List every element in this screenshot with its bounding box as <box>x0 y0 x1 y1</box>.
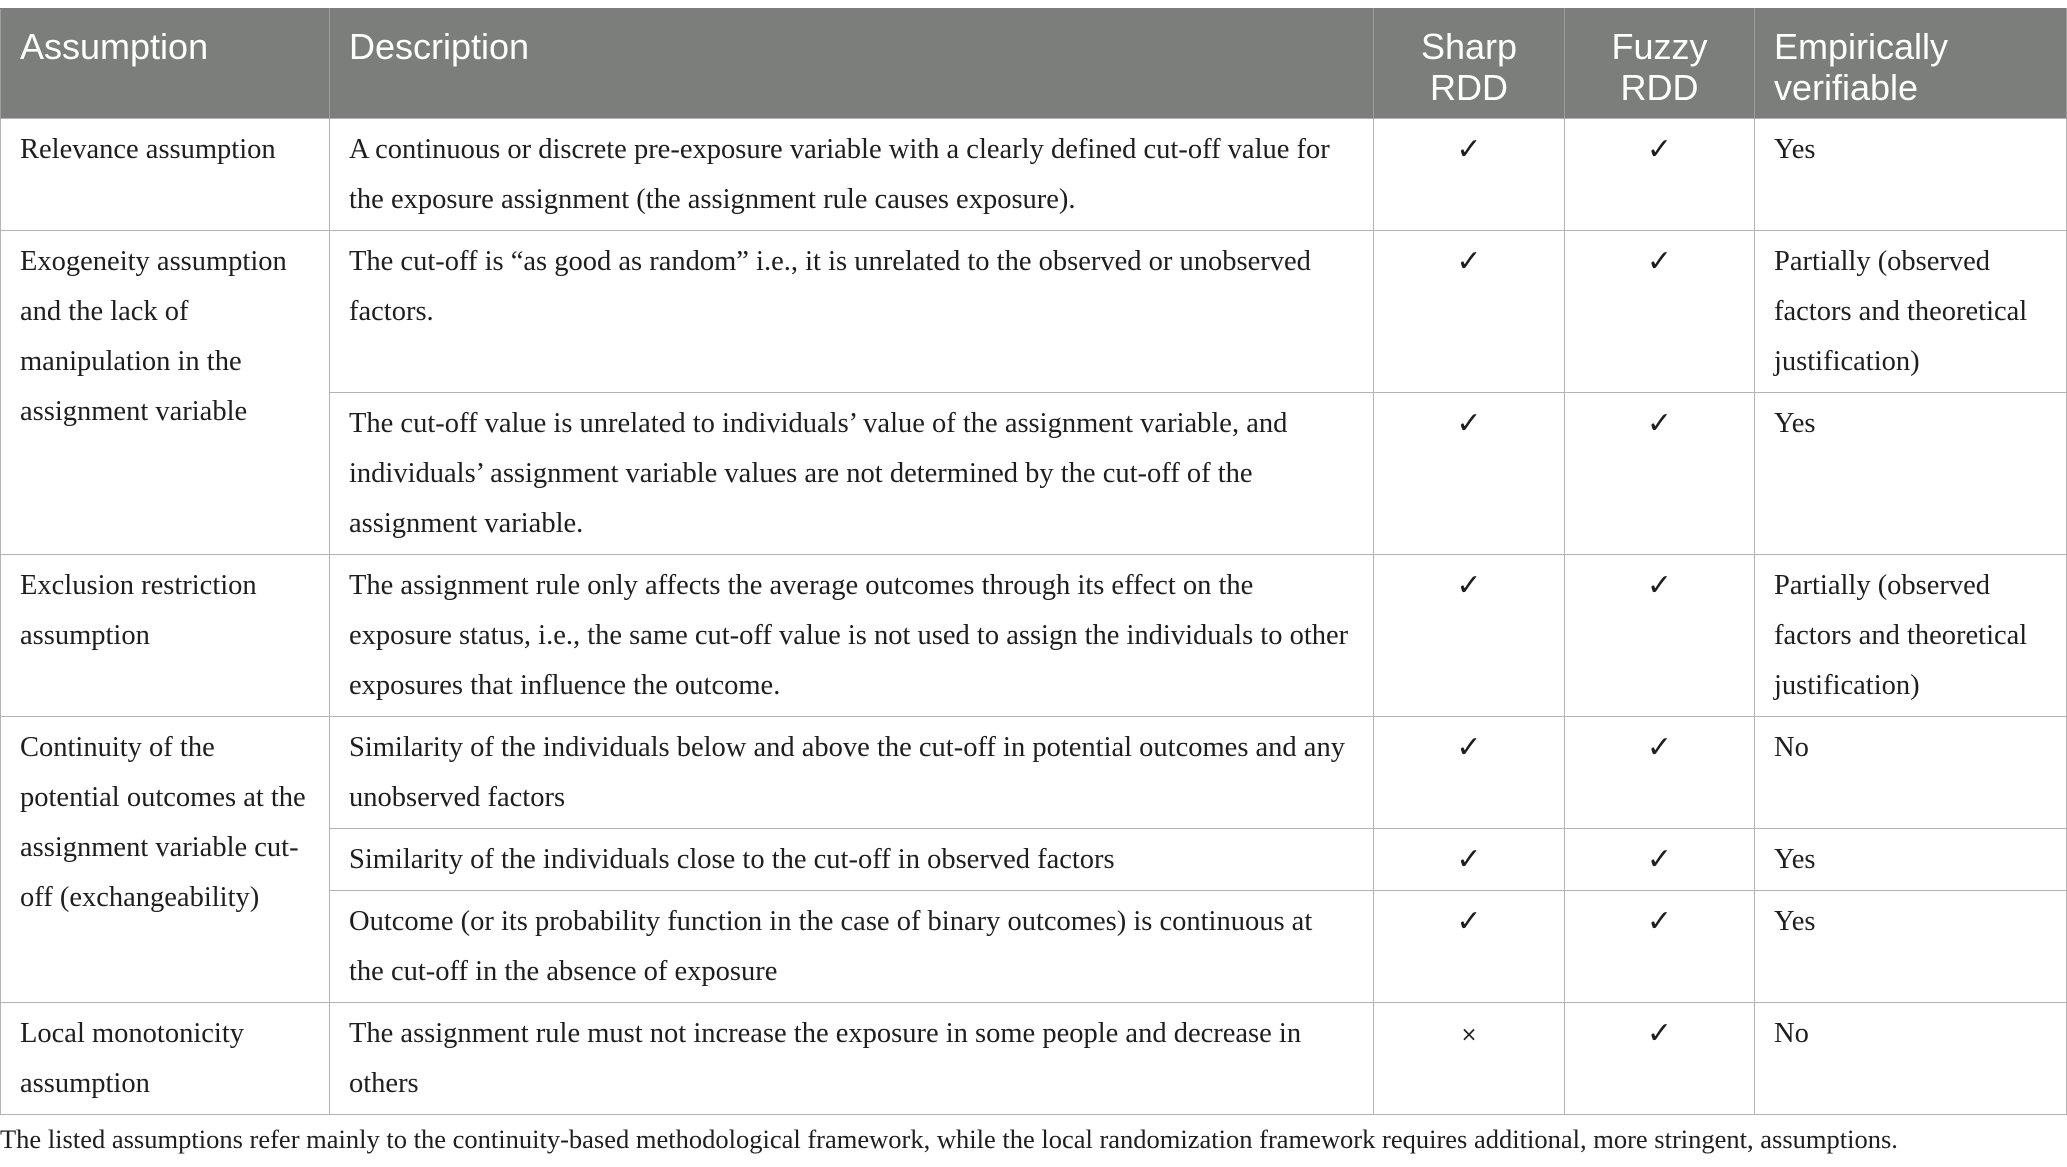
description-cell: The assignment rule must not increase the exposure in some people and decrease in others <box>330 1003 1374 1115</box>
verifiable-cell: Partially (observed factors and theoretical justification) <box>1755 555 2067 717</box>
fuzzy-rdd-check-icon: ✓ <box>1565 829 1755 891</box>
table-footnote: The listed assumptions refer mainly to the continuity-based methodological framework, while the local randomization framework requires additional, more stringent, assumptions. <box>0 1124 1898 1154</box>
header-description: Description <box>330 9 1374 119</box>
verifiable-cell: No <box>1755 717 2067 829</box>
fuzzy-rdd-check-icon: ✓ <box>1565 393 1755 555</box>
sharp-rdd-check-icon: ✓ <box>1374 231 1565 393</box>
description-cell: The cut-off is “as good as random” i.e., it is unrelated to the observed or unobserved factors. <box>330 231 1374 393</box>
table-row <box>1 119 2067 231</box>
header-empirically-verifiable: Empirically verifiable <box>1755 9 2067 119</box>
fuzzy-rdd-check-icon: ✓ <box>1565 231 1755 393</box>
verifiable-cell: Yes <box>1755 393 2067 555</box>
table-row <box>1 231 2067 393</box>
header-fuzzy-rdd: Fuzzy RDD <box>1565 9 1755 119</box>
assumption-cell: Relevance assumption <box>1 119 330 231</box>
sharp-rdd-cross-icon: × <box>1374 1003 1565 1115</box>
verifiable-cell: No <box>1755 1003 2067 1115</box>
description-cell: A continuous or discrete pre-exposure variable with a clearly defined cut-off value for the exposure assignment (the assignment rule causes exposure). <box>330 119 1374 231</box>
header-assumption: Assumption <box>1 9 330 119</box>
description-cell: The assignment rule only affects the average outcomes through its effect on the exposure status, i.e., the same cut-off value is not used to assign the individuals to other exposures that influence the outcome. <box>330 555 1374 717</box>
description-cell: Similarity of the individuals close to the cut-off in observed factors <box>330 829 1374 891</box>
description-cell: Outcome (or its probability function in the case of binary outcomes) is continuous at the cut-off in the absence of exposure <box>330 891 1374 1003</box>
sharp-rdd-check-icon: ✓ <box>1374 393 1565 555</box>
sharp-rdd-check-icon: ✓ <box>1374 829 1565 891</box>
description-cell: Similarity of the individuals below and above the cut-off in potential outcomes and any unobserved factors <box>330 717 1374 829</box>
sharp-rdd-check-icon: ✓ <box>1374 119 1565 231</box>
header-sharp-rdd: Sharp RDD <box>1374 9 1565 119</box>
fuzzy-rdd-check-icon: ✓ <box>1565 119 1755 231</box>
table-row <box>1 1003 2067 1115</box>
fuzzy-rdd-check-icon: ✓ <box>1565 1003 1755 1115</box>
sharp-rdd-check-icon: ✓ <box>1374 555 1565 717</box>
header-row <box>1 9 2067 119</box>
fuzzy-rdd-check-icon: ✓ <box>1565 555 1755 717</box>
assumption-cell: Exogeneity assumption and the lack of manipulation in the assignment variable <box>1 231 330 555</box>
assumptions-table <box>0 8 2067 1115</box>
description-cell: The cut-off value is unrelated to individuals’ value of the assignment variable, and individuals’ assignment variable values are not determined by the cut-off of the assignment variable. <box>330 393 1374 555</box>
verifiable-cell: Yes <box>1755 829 2067 891</box>
fuzzy-rdd-check-icon: ✓ <box>1565 717 1755 829</box>
sharp-rdd-check-icon: ✓ <box>1374 717 1565 829</box>
verifiable-cell: Partially (observed factors and theoretical justification) <box>1755 231 2067 393</box>
assumption-cell: Local monotonicity assumption <box>1 1003 330 1115</box>
table-row <box>1 555 2067 717</box>
verifiable-cell: Yes <box>1755 891 2067 1003</box>
verifiable-cell: Yes <box>1755 119 2067 231</box>
fuzzy-rdd-check-icon: ✓ <box>1565 891 1755 1003</box>
assumption-cell: Continuity of the potential outcomes at the assignment variable cut-off (exchangeability) <box>1 717 330 1003</box>
assumption-cell: Exclusion restriction assumption <box>1 555 330 717</box>
sharp-rdd-check-icon: ✓ <box>1374 891 1565 1003</box>
table-row <box>1 717 2067 829</box>
